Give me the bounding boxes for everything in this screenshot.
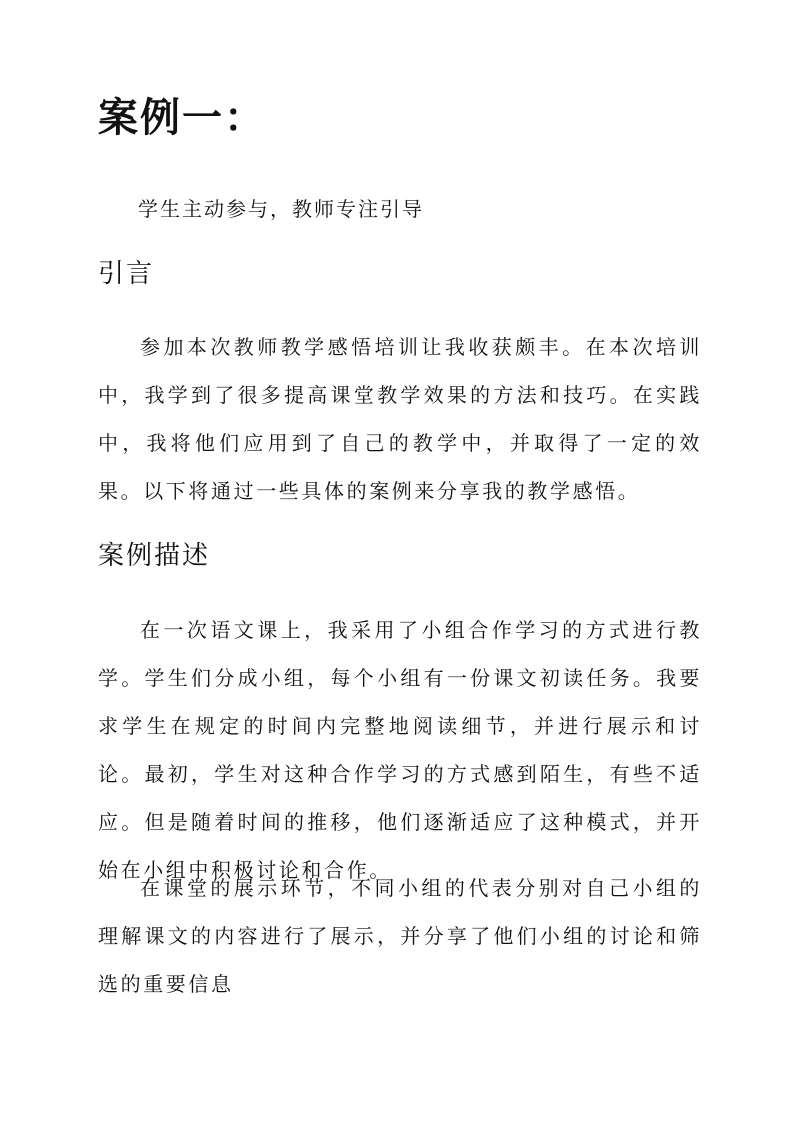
introduction-paragraph: 参加本次教师教学感悟培训让我收获颇丰。在本次培训中，我学到了很多提高课堂教学效果的方法和技巧。在实践中，我将他们应用到了自己的教学中，并取得了一定的效果。以下将通过一些具体的案例来分享我的教学感悟。 (98, 335, 702, 503)
case-description-paragraph-2: 在课堂的展示环节，不同小组的代表分别对自己小组的理解课文的内容进行了展示，并分享了他们小组的讨论和筛选的重要信息 (98, 876, 702, 996)
section-heading-case-description: 案例描述 (98, 541, 211, 571)
document-title: 案例一： (98, 94, 266, 141)
document-subtitle: 学生主动参与，教师专注引导 (138, 197, 424, 221)
section-heading-introduction: 引言 (98, 259, 155, 289)
case-description-paragraph-1: 在一次语文课上，我采用了小组合作学习的方式进行教学。学生们分成小组，每个小组有一份课文初读任务。我要求学生在规定的时间内完整地阅读细节，并进行展示和讨论。最初，学生对这种合作学习的方式感到陌生，有些不适应。但是随着时间的推移，他们逐渐适应了这种模式，并开始在小组中积极讨论和合作。 (98, 618, 702, 882)
